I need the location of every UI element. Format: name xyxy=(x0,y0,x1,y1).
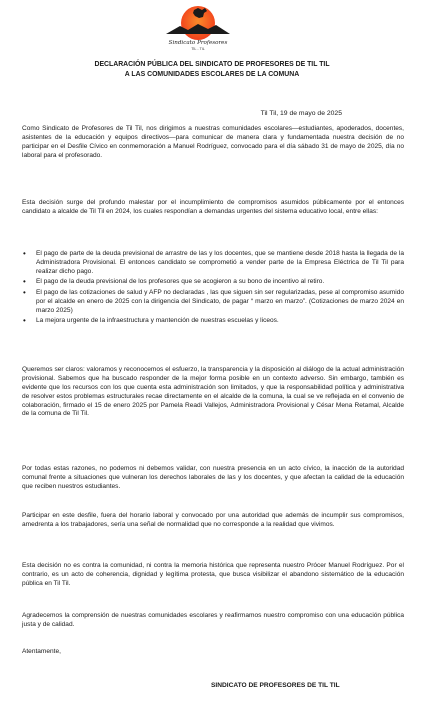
list-item: • La mejora urgente de la infraestructura y mantención de nuestras escuelas y liceos. xyxy=(22,317,404,326)
list-item: • El pago de las cotizaciones de salud y AFP no declaradas , las que siguen sin ser regularizadas, pese al compromiso asumido por el alcalde en enero de 2025 con la dirigencia del Sindicato, de pagar “ marzo en marzo”. (Cotizaciones de marzo 2024 en marzo 2025) xyxy=(22,289,404,316)
paragraph-reason: Esta decisión surge del profundo malestar por el incumplimiento de compromisos asumidos públicamente por el entonces candidato a alcalde de Til Til en 2024, los cuales respondían a demandas urgentes del sistema educativo local, entre ellas: xyxy=(22,199,404,215)
document-title xyxy=(40,60,384,80)
logo-text: Sindicato Profesores xyxy=(168,40,228,46)
title-line-1: DECLARACIÓN PÚBLICA DEL SINDICATO DE PROFESORES DE TIL TIL xyxy=(94,61,330,68)
signature: SINDICATO DE PROFESORES DE TIL TIL xyxy=(211,682,340,689)
paragraph-parade: Participar en este desfile, fuera del horario laboral y convocado por una autoridad que además de incumplir sus compromisos, amedrenta a los trabajadores, sería una señal de normalidad que no corresponde a la realidad que vivimos. xyxy=(22,512,404,528)
list-item: • El pago de parte de la deuda previsional de arrastre de las y los docentes, que se mantiene desde 2018 hasta la llegada de la Administradora Provisional. El entonces candidato se comprometió a vender parte de la Empresa Eléctrica de Til Til para realizar dicho pago. xyxy=(22,250,404,277)
paragraph-reasons: Por todas estas razones, no podemos ni debemos validar, con nuestra presencia en un acto cívico, la inacción de la autoridad comunal frente a situaciones que vulneran los derechos laborales de las y los docentes, y que afectan la calidad de la educación que reciben nuestros estudiantes. xyxy=(22,465,404,490)
mountain-icon xyxy=(166,24,230,34)
closing-line: Atentamente, xyxy=(22,648,61,655)
paragraph-community: Esta decisión no es contra la comunidad, ni contra la memoria histórica que representa nuestro Prócer Manuel Rodríguez. Por el contrario, es un acto de coherencia, dignidad y legítima protesta, que busca visibilizar el abandono sistemático de la educación pública en Til Til. xyxy=(22,562,404,587)
list-item: • El pago de la deuda previsional de los profesores que se acogieron a su bono de incentivo al retiro. xyxy=(22,278,404,287)
title-line-2: A LAS COMUNIDADES ESCOLARES DE LA COMUNA xyxy=(124,71,300,78)
union-logo xyxy=(158,4,238,54)
demands-list xyxy=(22,250,404,328)
logo-subtext: TIL - TIL xyxy=(191,47,205,51)
paragraph-thanks: Agradecemos la comprensión de nuestras comunidades escolares y reafirmamos nuestro compromiso con una educación pública justa y de calidad. xyxy=(22,612,404,628)
paragraph-administration: Queremos ser claros: valoramos y reconocemos el esfuerzo, la transparencia y la disposición al diálogo de la actual administración provisional. Sabemos que ha buscado responder de la mejor forma posible en un contexto adverso. Sin embargo, también es evidente que los recursos con los que cuenta esta administración son limitados, y que la responsabilidad política y administrativa de resolver estos problemas estructurales recae directamente en el alcalde de la comuna, la cual se ve reflejada en el convenio de colaboración, firmado el 15 de enero 2025 por Pamela Readi Vallejos, Administradora Provisional y César Mena Retamal, Alcalde de la comuna de Til Til. xyxy=(22,366,404,418)
document-date: Til Til, 19 de mayo de 2025 xyxy=(260,110,342,117)
paragraph-intro: Como Sindicato de Profesores de Til Til, nos dirigimos a nuestras comunidades escolares—estudiantes, apoderados, docentes, asistentes de la educación y equipos directivos—para comunicar de manera clara y fundamentada nuestra decisión de no participar en el Desfile Cívico en conmemoración a Manuel Rodríguez, convocado para el día sábado 31 de mayo de 2025, día no laboral para el profesorado. xyxy=(22,125,404,159)
